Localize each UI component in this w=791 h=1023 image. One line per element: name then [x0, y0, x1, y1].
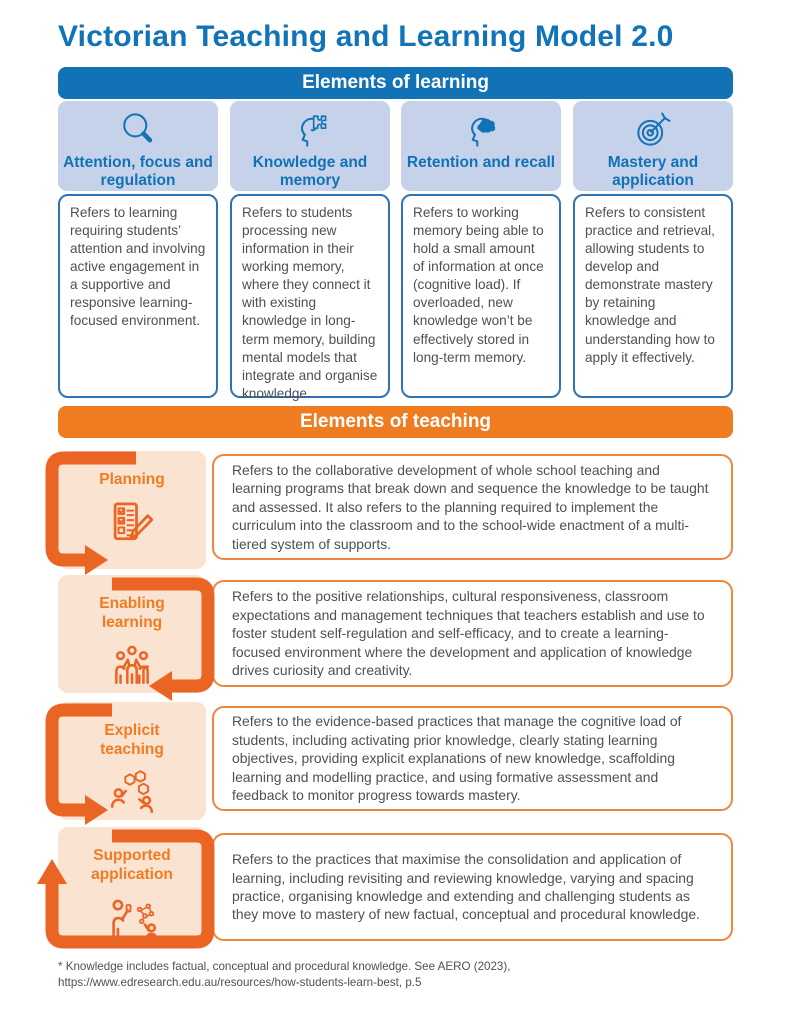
teaching-card-enabling-learning [58, 575, 206, 693]
teaching-text-explicit-teaching: Refers to the evidence-based practices that manage the cognitive load of students, including activating prior knowledge, clearly stating learning objectives, providing explicit explanations of new knowledge, scaffolding learning and modelling practice, and using formative assessment and feedback to monitor progress towards mastery. [212, 706, 733, 811]
learning-card-mastery-text: Refers to consistent practice and retrieval, allowing students to develop and demonstrate mastery by retaining knowledge and understanding how to apply it effectively. [573, 194, 733, 398]
teaching-card-label: Enabling learning [99, 595, 165, 631]
teaching-card-label: Explicit teaching [100, 722, 164, 758]
learning-card-retention-text: Refers to working memory being able to hold a small amount of information at once (cognitive load). If overloaded, new knowledge won’t be effectively stored in long-term memory. [401, 194, 561, 398]
teaching-card-supported-application [58, 827, 206, 948]
teaching-card-label: Supported application [91, 847, 173, 883]
teaching-text-supported-application: Refers to the practices that maximise the consolidation and application of learning, including revisiting and reviewing knowledge, varying and spacing practice, organising knowledge and extending and challenging students as they move to mastery of new factual, conceptual and procedural knowledge. [212, 833, 733, 941]
teaching-text-planning: Refers to the collaborative development of whole school teaching and learning programs that break down and sequence the knowledge to be taught and assessed. It also refers to the planning required to implement the curriculum into the classroom and to the school-wide enactment of a multi-tiered system of supports. [212, 454, 733, 560]
teaching-card-planning [58, 451, 206, 569]
learning-card-retention [401, 101, 561, 191]
footnote: * Knowledge includes factual, conceptual and procedural knowledge. See AERO (2023), https://www.edresearch.edu.au/resources/how-students-learn-best, p.5 [58, 960, 511, 990]
teaching-section-header-label: Elements of teaching [299, 411, 492, 432]
learning-card-attention [58, 101, 218, 191]
teaching-section-header [58, 406, 733, 438]
learning-card-knowledge-text: Refers to students processing new information in their working memory, where they connect it with existing knowledge in long-term memory, building mental models that integrate and organise knowledge. [230, 194, 390, 398]
learning-card-knowledge [230, 101, 390, 191]
head-puzzle-icon [288, 108, 332, 152]
teaching-text-enabling-learning: Refers to the positive relationships, cultural responsiveness, classroom expectations and management techniques that teachers establish and use to foster student self-regulation and self-efficacy, and to create a learning-focused environment where the development and application of knowledge drives curiosity and creativity. [212, 580, 733, 687]
target-dart-icon [631, 108, 675, 152]
learning-section-header [58, 67, 733, 99]
sharing-knowledge-icon [106, 891, 158, 943]
checklist-pencil-icon [105, 496, 159, 550]
learning-card-attention-text: Refers to learning requiring students’ attention and involving active engagement in a supportive and responsive learning-focused environment. [58, 194, 218, 398]
teacher-students-icon [107, 766, 157, 816]
people-group-icon [107, 639, 157, 689]
learning-card-title: Attention, focus and regulation [63, 154, 213, 189]
magnifier-icon [116, 108, 160, 152]
head-brain-icon [459, 108, 503, 152]
learning-card-mastery [573, 101, 733, 191]
teaching-card-explicit-teaching [58, 702, 206, 820]
learning-card-title: Knowledge and memory [252, 154, 368, 189]
learning-card-title: Retention and recall [406, 154, 556, 171]
learning-card-title: Mastery and application [607, 154, 699, 189]
teaching-card-label: Planning [99, 471, 165, 488]
learning-section-header-label: Elements of learning [302, 72, 489, 93]
page-title: Victorian Teaching and Learning Model 2.0 [58, 20, 674, 53]
